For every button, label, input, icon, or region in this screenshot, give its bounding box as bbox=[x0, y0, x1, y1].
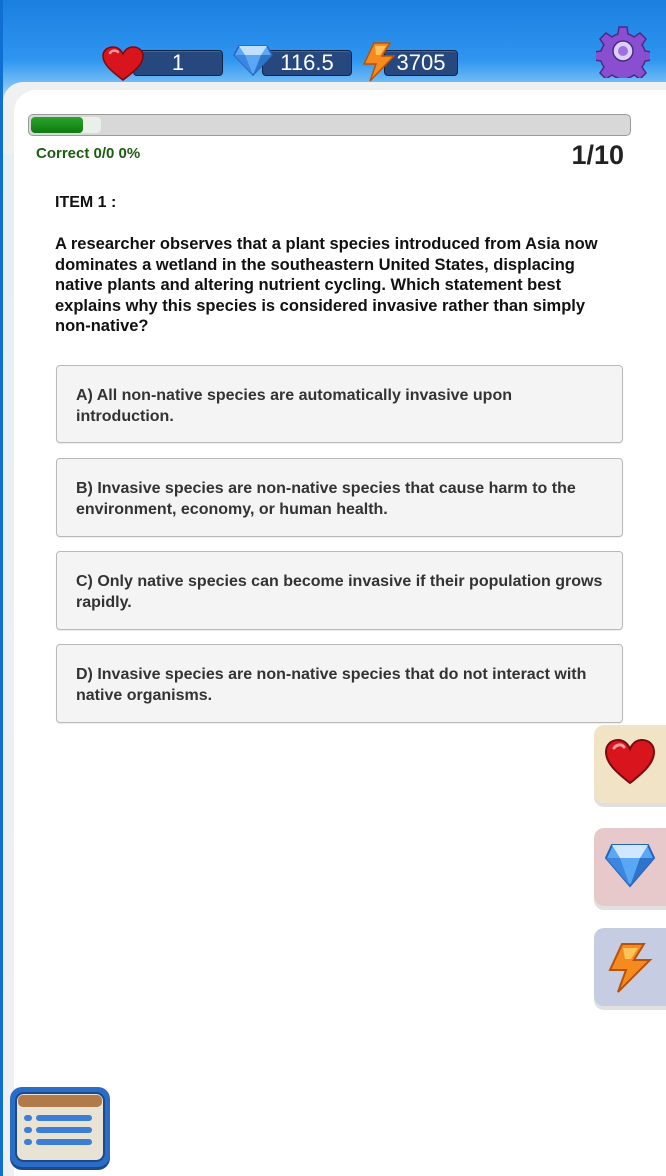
item-label: ITEM 1 : bbox=[55, 194, 117, 211]
diamond-icon bbox=[233, 44, 273, 76]
answer-option-a[interactable] bbox=[56, 365, 623, 443]
answer-option-text: A) All non-native species are automatically invasive upon introduction. bbox=[76, 387, 512, 425]
answer-option-c[interactable] bbox=[56, 551, 623, 630]
answer-option-text: C) Only native species can become invasive if their population grows rapidly. bbox=[76, 573, 603, 611]
correct-score: Correct 0/0 0% bbox=[36, 145, 141, 162]
progress-fill bbox=[31, 117, 101, 133]
heart-powerup-button[interactable] bbox=[594, 725, 666, 803]
heart-icon bbox=[604, 739, 656, 785]
lives-counter bbox=[133, 50, 223, 76]
gear-icon bbox=[596, 24, 650, 78]
energy-value: 3705 bbox=[396, 50, 446, 75]
menu-button[interactable] bbox=[10, 1087, 110, 1167]
energy-powerup-button[interactable] bbox=[594, 928, 666, 1006]
question-text: A researcher observes that a plant species introduced from Asia now dominates a wetland in the southeastern United States, displacing native plants and altering nutrient cycling. Which statement best explains why this species is considered invasive rather than simply non-native? bbox=[55, 235, 598, 335]
question-counter: 1/10 bbox=[571, 140, 624, 170]
diamond-icon bbox=[604, 842, 656, 888]
settings-button[interactable] bbox=[596, 24, 650, 78]
answer-option-b[interactable] bbox=[56, 458, 623, 537]
gems-counter bbox=[262, 50, 352, 76]
answer-option-text: D) Invasive species are non-native species that do not interact with native organisms. bbox=[76, 666, 587, 704]
progress-bar bbox=[28, 114, 631, 136]
gem-powerup-button[interactable] bbox=[594, 828, 666, 906]
heart-icon bbox=[101, 46, 145, 82]
left-edge bbox=[0, 0, 3, 1176]
lightning-icon bbox=[604, 942, 656, 994]
answer-option-d[interactable] bbox=[56, 644, 623, 723]
answer-option-text: B) Invasive species are non-native species that cause harm to the environment, economy, or human health. bbox=[76, 480, 576, 518]
lives-value: 1 bbox=[171, 50, 185, 75]
list-menu-icon bbox=[10, 1087, 110, 1167]
progress-fill-green bbox=[31, 117, 83, 133]
gems-value: 116.5 bbox=[280, 50, 334, 75]
lightning-icon bbox=[360, 42, 396, 82]
